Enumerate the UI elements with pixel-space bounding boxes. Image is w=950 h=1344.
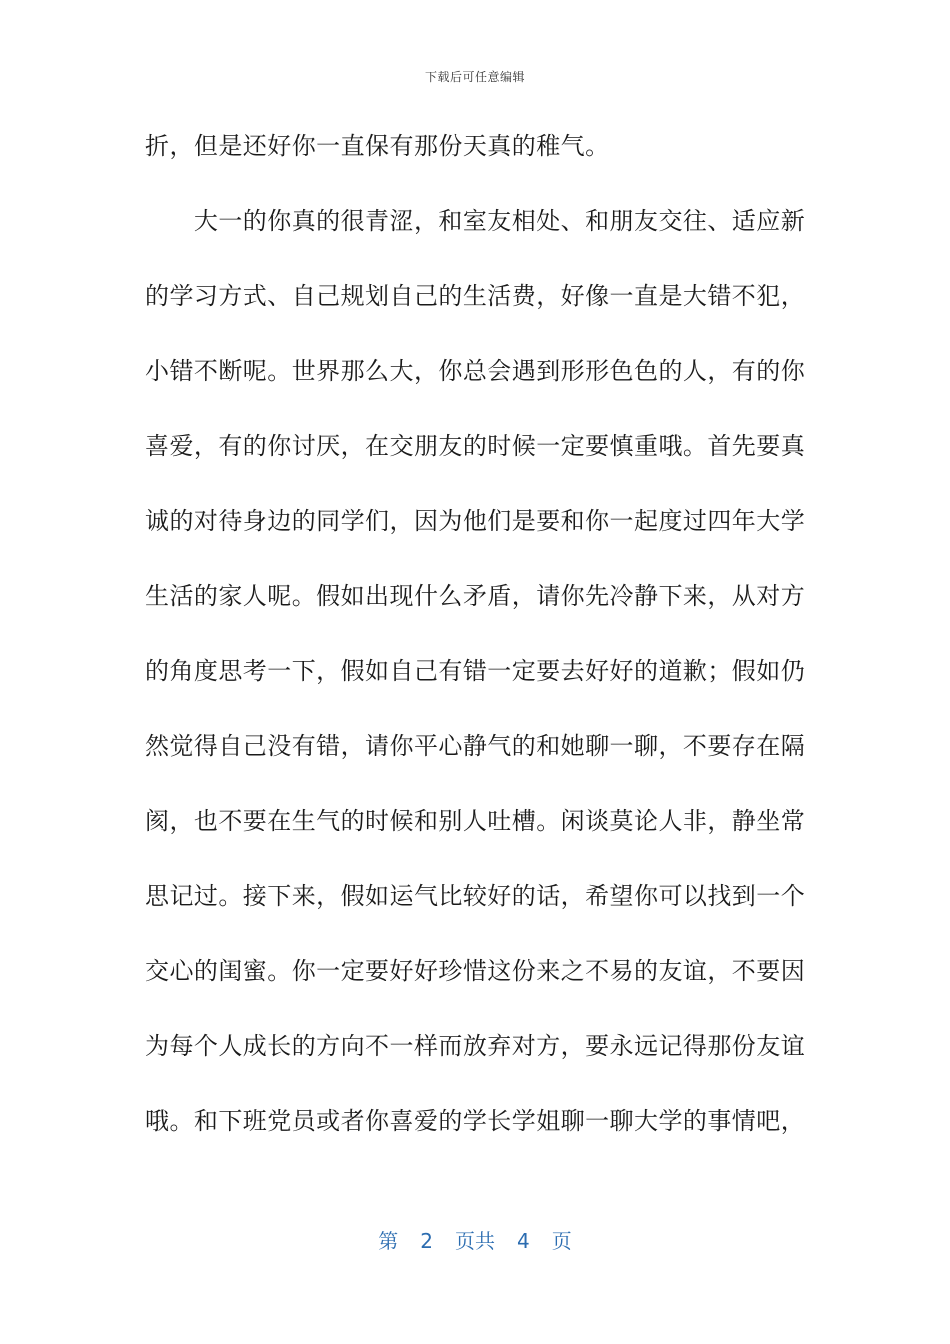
text-line: 折，但是还好你一直保有那份天真的稚气。: [145, 132, 610, 160]
text-line: 阂，也不要在生气的时候和别人吐槽。闲谈莫论人非，静坐常: [145, 807, 806, 835]
text-line: 的角度思考一下，假如自己有错一定要去好好的道歉；假如仍: [145, 657, 806, 685]
text-line: 然觉得自己没有错，请你平心静气的和她聊一聊，不要存在隔: [145, 732, 806, 760]
total-page-number: 4: [517, 1229, 530, 1253]
header-note: 下载后可任意编辑: [424, 70, 525, 84]
text-line: 生活的家人呢。假如出现什么矛盾，请你先冷静下来，从对方: [145, 582, 806, 610]
page-footer: [0, 1225, 950, 1254]
footer-prefix: 第: [378, 1229, 399, 1253]
text-line: 哦。和下班党员或者你喜爱的学长学姐聊一聊大学的事情吧，: [145, 1107, 806, 1135]
text-line: 小错不断呢。世界那么大，你总会遇到形形色色的人，有的你: [145, 357, 806, 385]
footer-suffix: 页: [551, 1229, 572, 1253]
text-line: 交心的闺蜜。你一定要好好珍惜这份来之不易的友谊，不要因: [145, 957, 806, 985]
text-line: 大一的你真的很青涩，和室友相处、和朋友交往、适应新: [145, 207, 806, 235]
text-line: 喜爱，有的你讨厌，在交朋友的时候一定要慎重哦。首先要真: [145, 432, 806, 460]
current-page-number: 2: [420, 1229, 433, 1253]
footer-middle: 页共: [455, 1229, 495, 1253]
text-line: 思记过。接下来，假如运气比较好的话，希望你可以找到一个: [145, 882, 806, 910]
text-line: 为每个人成长的方向不一样而放弃对方，要永远记得那份友谊: [145, 1032, 806, 1060]
document-body: [145, 125, 806, 1175]
text-line: 诚的对待身边的同学们，因为他们是要和你一起度过四年大学: [145, 507, 806, 535]
text-line: 的学习方式、自己规划自己的生活费，好像一直是大错不犯，: [145, 282, 806, 310]
